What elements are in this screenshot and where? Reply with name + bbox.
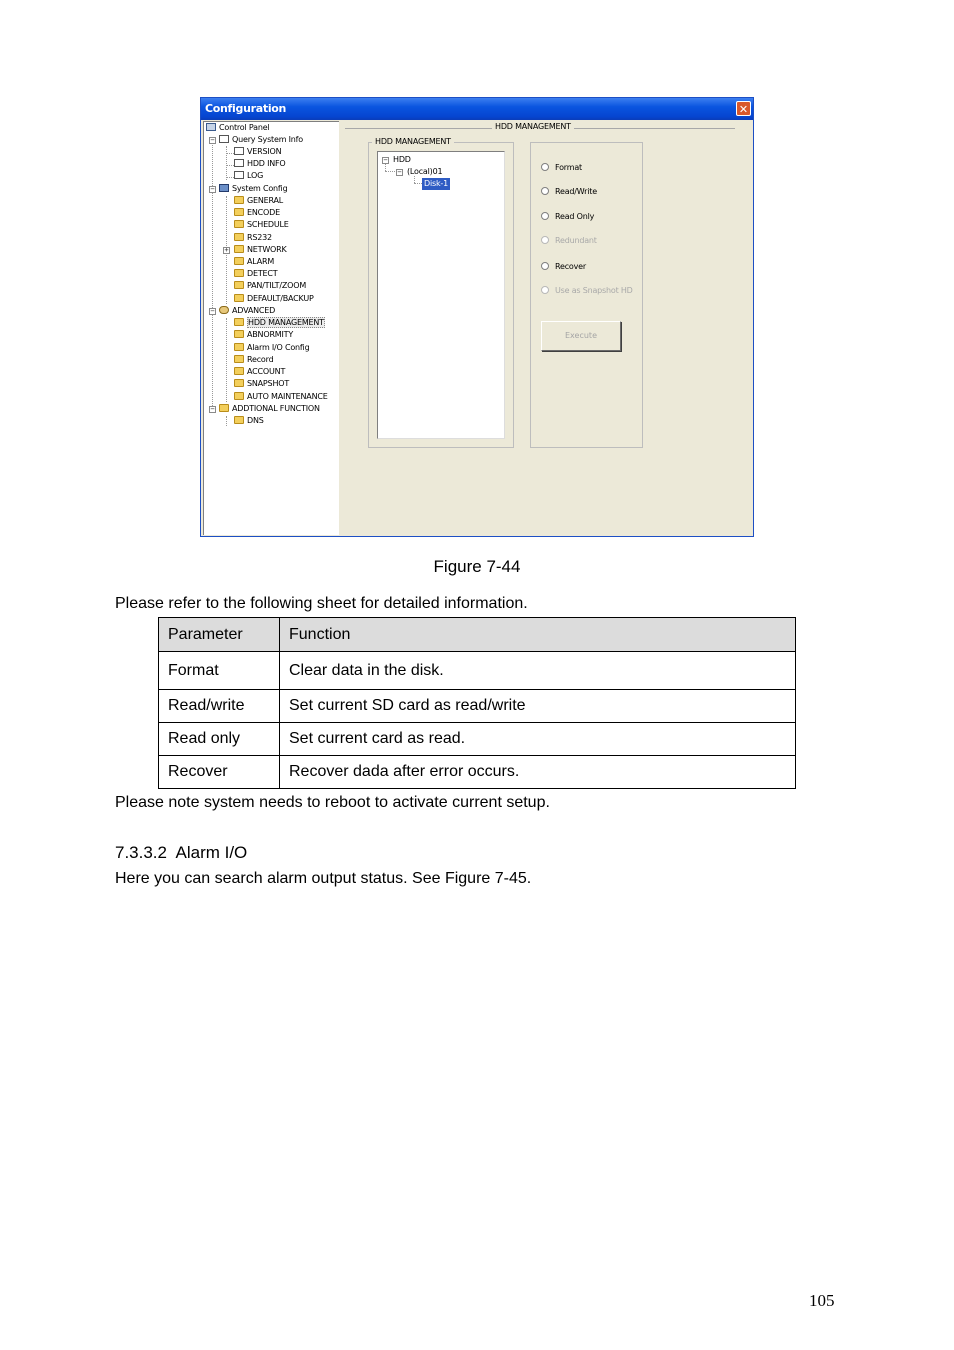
tree-item-encode[interactable]: ENCODE [234, 207, 280, 219]
expand-icon[interactable]: + [224, 246, 229, 254]
read-only-radio[interactable]: Read Only [541, 211, 594, 223]
folder-icon [234, 245, 244, 253]
computer-icon [206, 123, 216, 131]
redundant-radio[interactable]: Redundant [541, 235, 597, 247]
param-cell: Read/write [159, 690, 280, 723]
window-titlebar[interactable] [201, 98, 753, 120]
document-edit-icon [234, 159, 244, 167]
config-tree-panel[interactable] [203, 121, 339, 535]
snapshot-hd-radio[interactable]: Use as Snapshot HD [541, 285, 636, 297]
folder-open-icon [234, 318, 244, 326]
execute-button[interactable]: Execute [541, 321, 621, 351]
reboot-note: Please note system needs to reboot to activate current setup. [115, 794, 550, 811]
folder-icon [234, 257, 244, 265]
read-write-radio[interactable]: Read/Write [541, 186, 597, 198]
hdd-tree-root[interactable]: HDD [393, 155, 411, 164]
tree-item-version[interactable]: VERSION [234, 146, 281, 158]
tree-item-alarm[interactable]: ALARM [234, 256, 274, 268]
inner-group-title: HDD MANAGEMENT [372, 137, 454, 146]
document-edit-icon [234, 171, 244, 179]
collapse-icon[interactable]: − [210, 185, 215, 193]
table-row [159, 756, 796, 789]
folder-icon [219, 404, 229, 412]
tree-item-log[interactable]: LOG [234, 170, 263, 182]
tree-item-rs232[interactable]: RS232 [234, 232, 272, 244]
folder-icon [234, 343, 244, 351]
folder-icon [234, 294, 244, 302]
tree-item-hdd-info[interactable]: HDD INFO [234, 158, 286, 170]
hdd-management-panel [341, 121, 753, 535]
tree-item-record[interactable]: Record [234, 354, 273, 366]
format-radio[interactable]: Format [541, 162, 582, 174]
folder-icon [234, 196, 244, 204]
folder-icon [234, 330, 244, 338]
folder-icon [234, 269, 244, 277]
collapse-icon[interactable]: − [397, 168, 402, 176]
hdd-tree-view[interactable] [377, 151, 505, 439]
tree-item-snapshot[interactable]: SNAPSHOT [234, 378, 289, 390]
configuration-window [200, 97, 754, 537]
outer-group-title: HDD MANAGEMENT [492, 122, 574, 131]
param-cell: Read only [159, 723, 280, 756]
parameter-table [158, 617, 796, 789]
collapse-icon[interactable]: − [383, 156, 388, 164]
folder-icon [234, 416, 244, 424]
tree-item-advanced[interactable]: ADVANCED [219, 305, 275, 317]
tree-item-account[interactable]: ACCOUNT [234, 366, 285, 378]
section-body: Here you can search alarm output status. See Figure 7-45. [115, 870, 532, 887]
collapse-icon[interactable]: − [210, 307, 215, 315]
collapse-icon[interactable]: − [210, 136, 215, 144]
advanced-icon [219, 306, 229, 314]
folder-icon [234, 367, 244, 375]
folder-icon [234, 281, 244, 289]
table-row [159, 723, 796, 756]
table-header-row [159, 618, 796, 652]
figure-caption: Figure 7-44 [433, 557, 521, 576]
tree-item-schedule[interactable]: SCHEDULE [234, 219, 289, 231]
hdd-tree-local[interactable]: (Local)01 [407, 167, 443, 176]
function-cell: Recover dada after error occurs. [280, 756, 796, 789]
tree-item-alarm-io-config[interactable]: Alarm I/O Config [234, 342, 309, 354]
folder-icon [234, 233, 244, 241]
tree-item-pan-tilt-zoom[interactable]: PAN/TILT/ZOOM [234, 280, 306, 292]
system-config-icon [219, 184, 229, 192]
table-row [159, 652, 796, 690]
tree-item-hdd-management[interactable]: HDD MANAGEMENT [234, 317, 325, 329]
document-edit-icon [234, 147, 244, 155]
function-cell: Set current SD card as read/write [280, 690, 796, 723]
param-cell: Format [159, 652, 280, 690]
document-edit-icon [219, 135, 229, 143]
tree-item-control-panel[interactable]: Control Panel [206, 122, 269, 134]
tree-item-general[interactable]: GENERAL [234, 195, 283, 207]
intro-paragraph: Please refer to the following sheet for detailed information. [115, 595, 528, 612]
folder-icon [234, 392, 244, 400]
tree-item-auto-maintenance[interactable]: AUTO MAINTENANCE [234, 391, 328, 403]
header-parameter: Parameter [159, 618, 280, 652]
recover-radio[interactable]: Recover [541, 261, 586, 273]
tree-item-additional-function[interactable]: ADDTIONAL FUNCTION [219, 403, 320, 415]
table-row [159, 690, 796, 723]
close-icon[interactable]: ✕ [736, 101, 751, 116]
function-cell: Set current card as read. [280, 723, 796, 756]
hdd-tree-disk[interactable]: Disk-1 [424, 179, 448, 188]
folder-icon [234, 355, 244, 363]
tree-item-default-backup[interactable]: DEFAULT/BACKUP [234, 293, 314, 305]
header-function: Function [280, 618, 796, 652]
tree-item-abnormity[interactable]: ABNORMITY [234, 329, 293, 341]
tree-item-dns[interactable]: DNS [234, 415, 264, 427]
collapse-icon[interactable]: − [210, 405, 215, 413]
folder-icon [234, 208, 244, 216]
folder-icon [234, 220, 244, 228]
tree-item-query-system-info[interactable]: Query System Info [219, 134, 303, 146]
tree-item-detect[interactable]: DETECT [234, 268, 277, 280]
window-title: Configuration [205, 102, 287, 115]
folder-icon [234, 379, 244, 387]
tree-item-network[interactable]: NETWORK [234, 244, 287, 256]
tree-item-system-config[interactable]: System Config [219, 183, 287, 195]
param-cell: Recover [159, 756, 280, 789]
function-cell: Clear data in the disk. [280, 652, 796, 690]
page-number: 105 [809, 1291, 835, 1310]
section-heading: 7.3.3.2 Alarm I/O [115, 843, 248, 862]
